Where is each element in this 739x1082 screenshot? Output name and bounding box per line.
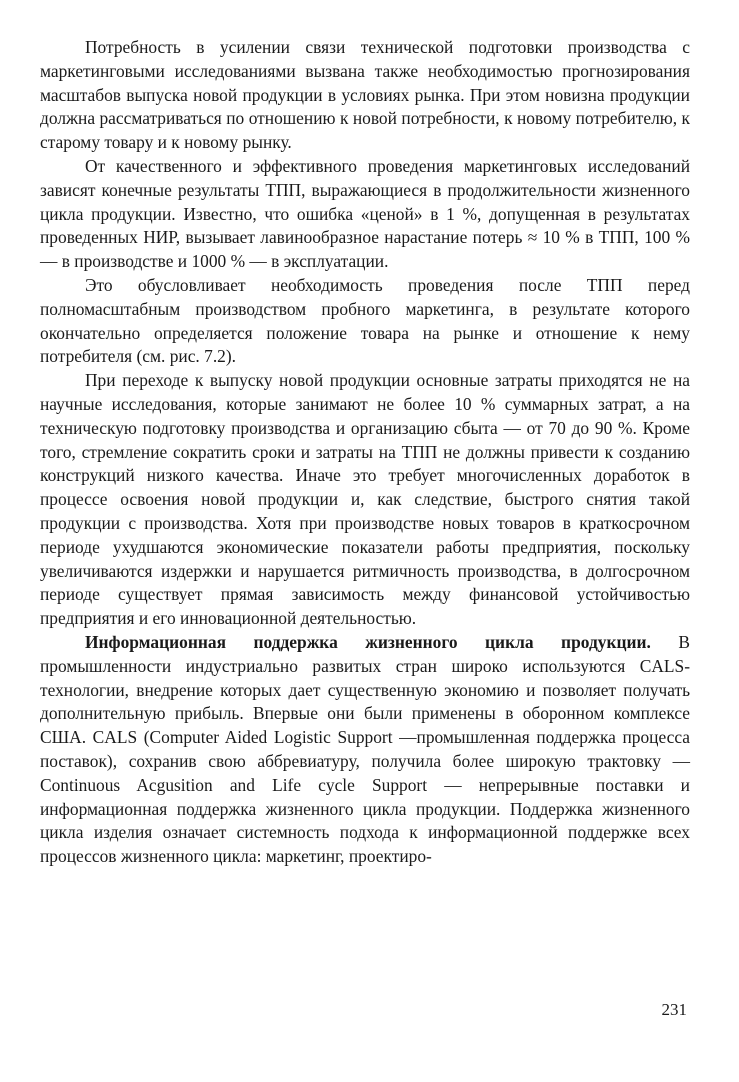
paragraph-2: От качественного и эффективного проведения маркетинговых исследований зависят конечные результаты ТПП, выражающиеся в продолжительности жизненного цикла продукции. Известно, что ошибка «ценой» в 1 %, допущенная в результатах проведенных НИР, вызывает лавинообразное нарастание потерь ≈ 10 % в ТПП, 100 % — в производстве и 1000 % — в эксплуатации. bbox=[40, 155, 690, 272]
paragraph-3: Это обусловливает необходимость проведения после ТПП перед полномасштабным производством пробного маркетинга, в результате которого окончательно определяется положение товара на рынке и отношение к нему потребителя (см. рис. 7.2). bbox=[40, 274, 690, 367]
section-lead-heading: Информационная поддержка жизненного цикла продукции. bbox=[85, 631, 651, 652]
paragraph-5 bbox=[40, 631, 690, 869]
paragraph-5-text: В промышленности индустриально развитых стран широко используются CALS-технологии, внедрение которых дает существенную экономию и позволяет получать дополнительную прибыль. Впервые они были применены в оборонном комплексе США. CALS (Computer Aided Logistic Support —промышленная поддержка процесса поставок), сохранив свою аббревиатуру, получила более широкую трактовку — Continuous Acgusition and Life cycle Support — непрерывные поставки и информационная поддержка жизненного цикла продукции. Поддержка жизненного цикла изделия означает системность подхода к информационной поддержке всех процессов жизненного цикла: маркетинг, проектиро- bbox=[40, 631, 690, 867]
page-body bbox=[40, 36, 690, 869]
paragraph-4: При переходе к выпуску новой продукции основные затраты приходятся не на научные исследования, которые занимают не более 10 % суммарных затрат, а на техническую подготовку производства и организацию сбыта — от 70 до 90 %. Кроме того, стремление сократить сроки и затраты на ТПП не должны привести к созданию конструкций низкого качества. Иначе это требует многочисленных доработок в процессе освоения новой продукции и, как следствие, быстрого снятия такой продукции с производства. Хотя при производстве новых товаров в краткосрочном периоде ухудшаются экономические показатели работы предприятия, поскольку увеличиваются издержки и нарушается ритмичность производства, в долгосрочном периоде существует прямая зависимость между финансовой устойчивостью предприятия и его инновационной деятельностью. bbox=[40, 370, 690, 629]
paragraph-1: Потребность в усилении связи технической подготовки производства с маркетинговыми исследованиями вызвана также необходимостью прогнозирования масштабов выпуска новой продукции в условиях рынка. При этом новизна продукции должна рассматриваться по отношению к новой потребности, к новому потребителю, к старому товару и к новому рынку. bbox=[40, 37, 690, 153]
page-number: 231 bbox=[661, 1000, 687, 1019]
